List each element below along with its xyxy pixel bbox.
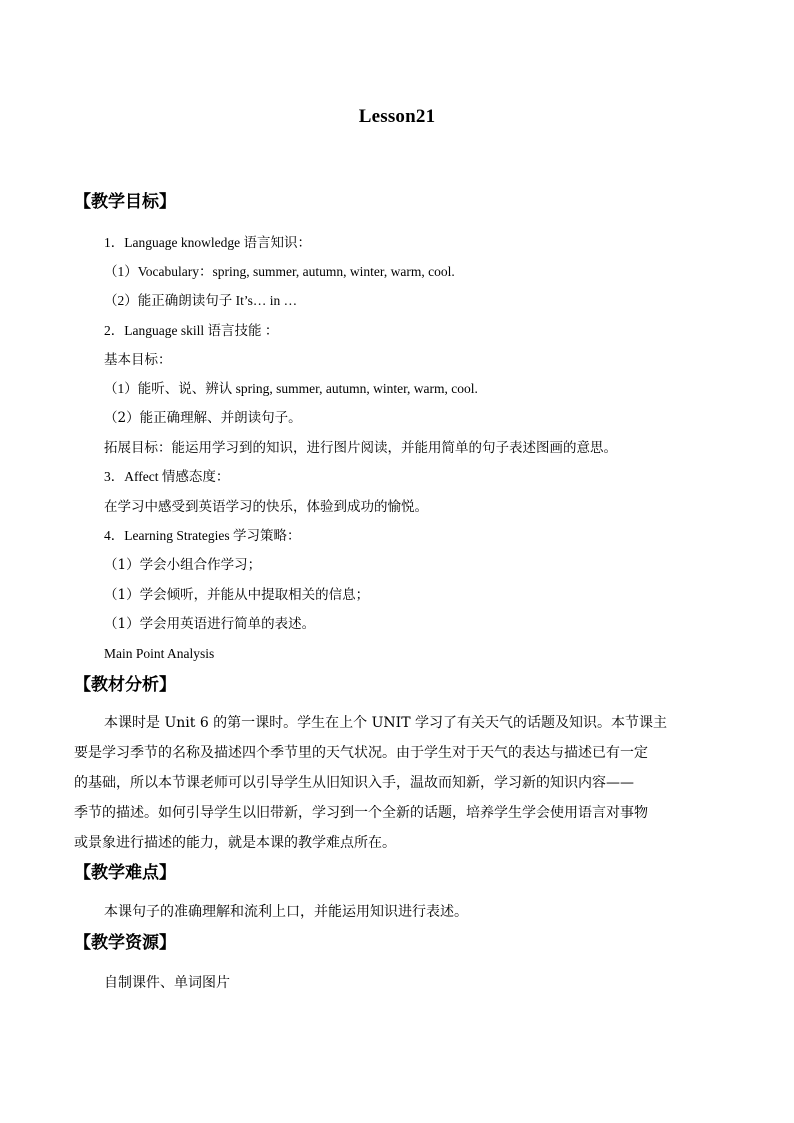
objective-line: 基本目标： [104,352,172,368]
objective-line: （1）学会用英语进行简单的表述。 [104,616,316,632]
objective-line: （1）学会倾听，并能从中提取相关的信息； [104,587,370,603]
page-title: Lesson21 [358,106,436,127]
analysis-line: 或景象进行描述的能力，就是本课的教学难点所在。 [74,835,396,851]
objective-line: （2）能正确理解、并朗读句子。 [104,410,302,426]
objective-line: 1．Language knowledge 语言知识： [104,235,311,250]
objective-line: 3．Affect 情感态度： [104,469,230,484]
objective-line: Main Point Analysis [104,646,215,661]
difficulty-paragraph [74,897,722,927]
difficulty-heading: 【教学难点】 [74,863,176,883]
objective-line: 拓展目标：能运用学习到的知识，进行图片阅读，并能用简单的句子表述图画的意思。 [104,440,617,456]
objective-line: （1）学会小组合作学习； [104,557,262,573]
resources-paragraph [74,968,722,998]
analysis-line: 要是学习季节的名称及描述四个季节里的天气状况。由于学生对于天气的表达与描述已有一定 [74,745,648,761]
analysis-line: 的基础，所以本节课老师可以引导学生从旧知识入手，温故而知新，学习新的知识内容—— [74,775,634,791]
objective-line: （2）能正确朗读句子 It’s… in … [104,293,298,308]
objectives-heading: 【教学目标】 [74,192,176,212]
objective-line: （1）能听、说、辨认 spring, summer, autumn, winter, warm, cool. [104,381,478,396]
resources-text: 自制课件、单词图片 [104,975,230,991]
analysis-paragraph [74,708,722,858]
objective-line: 在学习中感受到英语学习的快乐，体验到成功的愉悦。 [104,499,428,515]
analysis-line: 本课时是 Unit 6 的第一课时。学生在上个 UNIT 学习了有关天气的话题及知识。本节课主 [104,715,667,731]
resources-heading: 【教学资源】 [74,933,176,953]
objective-line: 4．Learning Strategies 学习策略： [104,528,301,543]
objective-line: （1）Vocabulary：spring, summer, autumn, winter, warm, cool. [104,264,455,279]
analysis-heading: 【教材分析】 [74,675,176,695]
analysis-line: 季节的描述。如何引导学生以旧带新，学习到一个全新的话题，培养学生学会使用语言对事物 [74,805,648,821]
objective-line: 2．Language skill 语言技能 ： [104,323,279,338]
difficulty-text: 本课句子的准确理解和流利上口，并能运用知识进行表述。 [104,904,468,920]
